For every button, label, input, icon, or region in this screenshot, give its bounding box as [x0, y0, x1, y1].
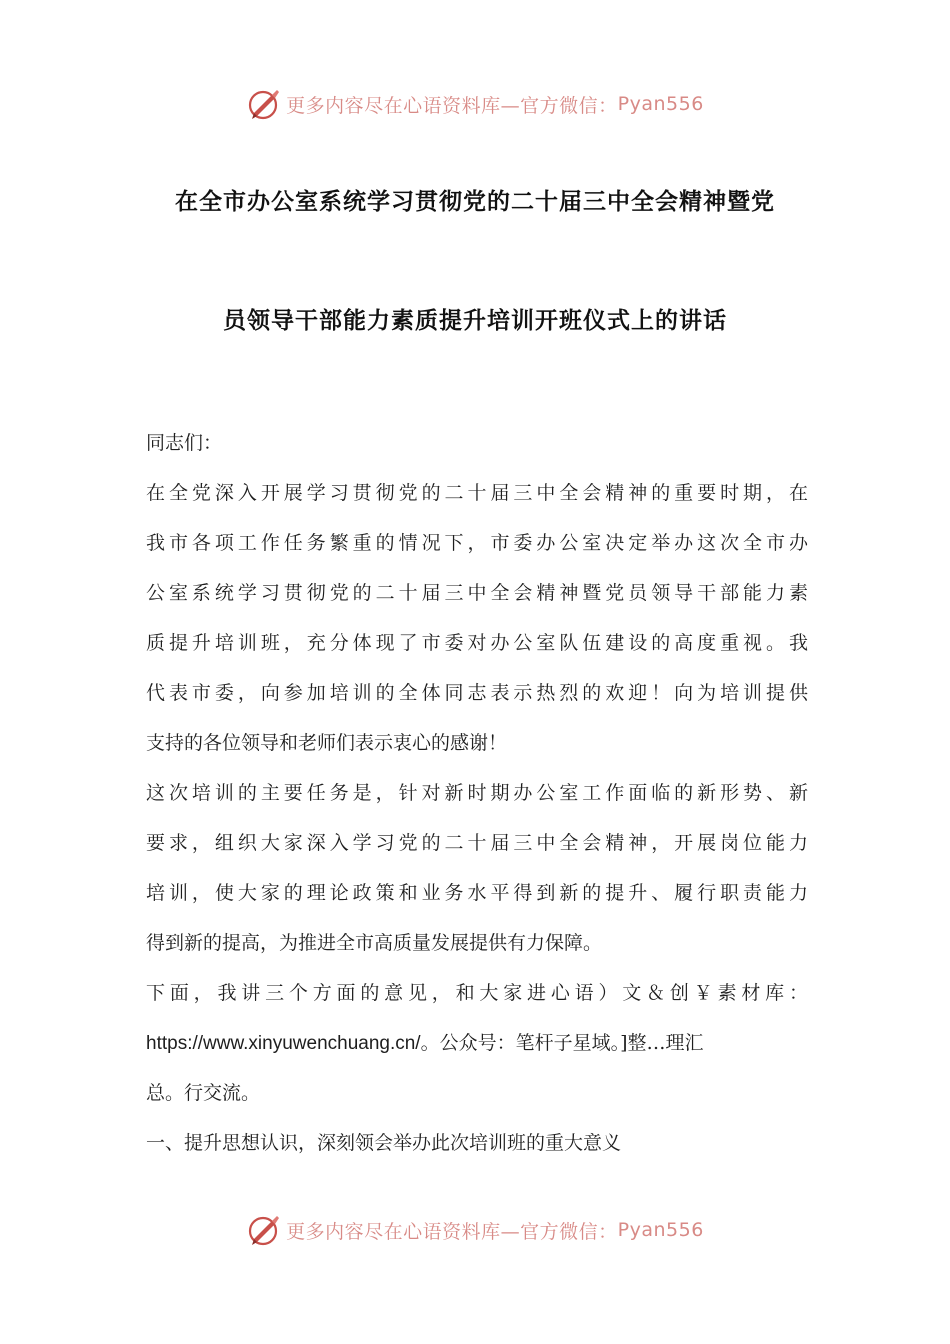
salutation: 同志们： — [146, 432, 223, 454]
watermark-text: 更多内容尽在心语资料库—官方微信： — [286, 1220, 618, 1243]
document-body — [146, 418, 808, 1168]
body-line: 质提升培训班，充分体现了市委对办公室队伍建设的高度重视。我 — [146, 632, 808, 654]
body-line: 我市各项工作任务繁重的情况下，市委办公室决定举办这次全市办 — [146, 532, 808, 554]
pen-logo-icon — [246, 1212, 282, 1248]
body-line: 总。行交流。 — [146, 1082, 261, 1104]
body-line: 培训，使大家的理论政策和业务水平得到新的提升、履行职责能力 — [146, 882, 808, 904]
website-link[interactable]: https://www.xinyuwenchuang.cn/ — [146, 1033, 421, 1054]
body-line: 得到新的提高，为推进全市高质量发展提供有力保障。 — [146, 932, 603, 954]
watermark-wechat-id: Pyan556 — [617, 93, 704, 115]
section-heading-1: 一、提升思想认识，深刻领会举办此次培训班的重大意义 — [146, 1132, 622, 1154]
document-title-line-2: 员领导干部能力素质提升培训开班仪式上的讲话 — [223, 308, 727, 334]
body-line: 代表市委，向参加培训的全体同志表示热烈的欢迎！向为培训提供 — [146, 682, 808, 704]
body-line-tail: 。公众号：笔杆子星域。]整…理汇 — [420, 1032, 704, 1054]
body-line: 支持的各位领导和老师们表示衷心的感谢！ — [146, 732, 508, 754]
footer-watermark — [0, 1210, 950, 1250]
watermark-wechat-id: Pyan556 — [617, 1219, 704, 1241]
document-title-line-1: 在全市办公室系统学习贯彻党的二十届三中全会精神暨党 — [175, 189, 775, 215]
body-line-with-url — [146, 1018, 808, 1068]
watermark-text: 更多内容尽在心语资料库—官方微信： — [286, 94, 618, 117]
body-line: 公室系统学习贯彻党的二十届三中全会精神暨党员领导干部能力素 — [146, 582, 808, 604]
body-line: 这次培训的主要任务是，针对新时期办公室工作面临的新形势、新 — [146, 782, 808, 804]
body-line: 在全党深入开展学习贯彻党的二十届三中全会精神的重要时期，在 — [146, 482, 808, 504]
body-line: 要求，组织大家深入学习党的二十届三中全会精神，开展岗位能力 — [146, 832, 808, 854]
header-watermark — [0, 84, 950, 124]
pen-logo-icon — [246, 86, 282, 122]
body-line: 下面，我讲三个方面的意见，和大家进心语）文＆创￥素材库： — [146, 982, 808, 1004]
